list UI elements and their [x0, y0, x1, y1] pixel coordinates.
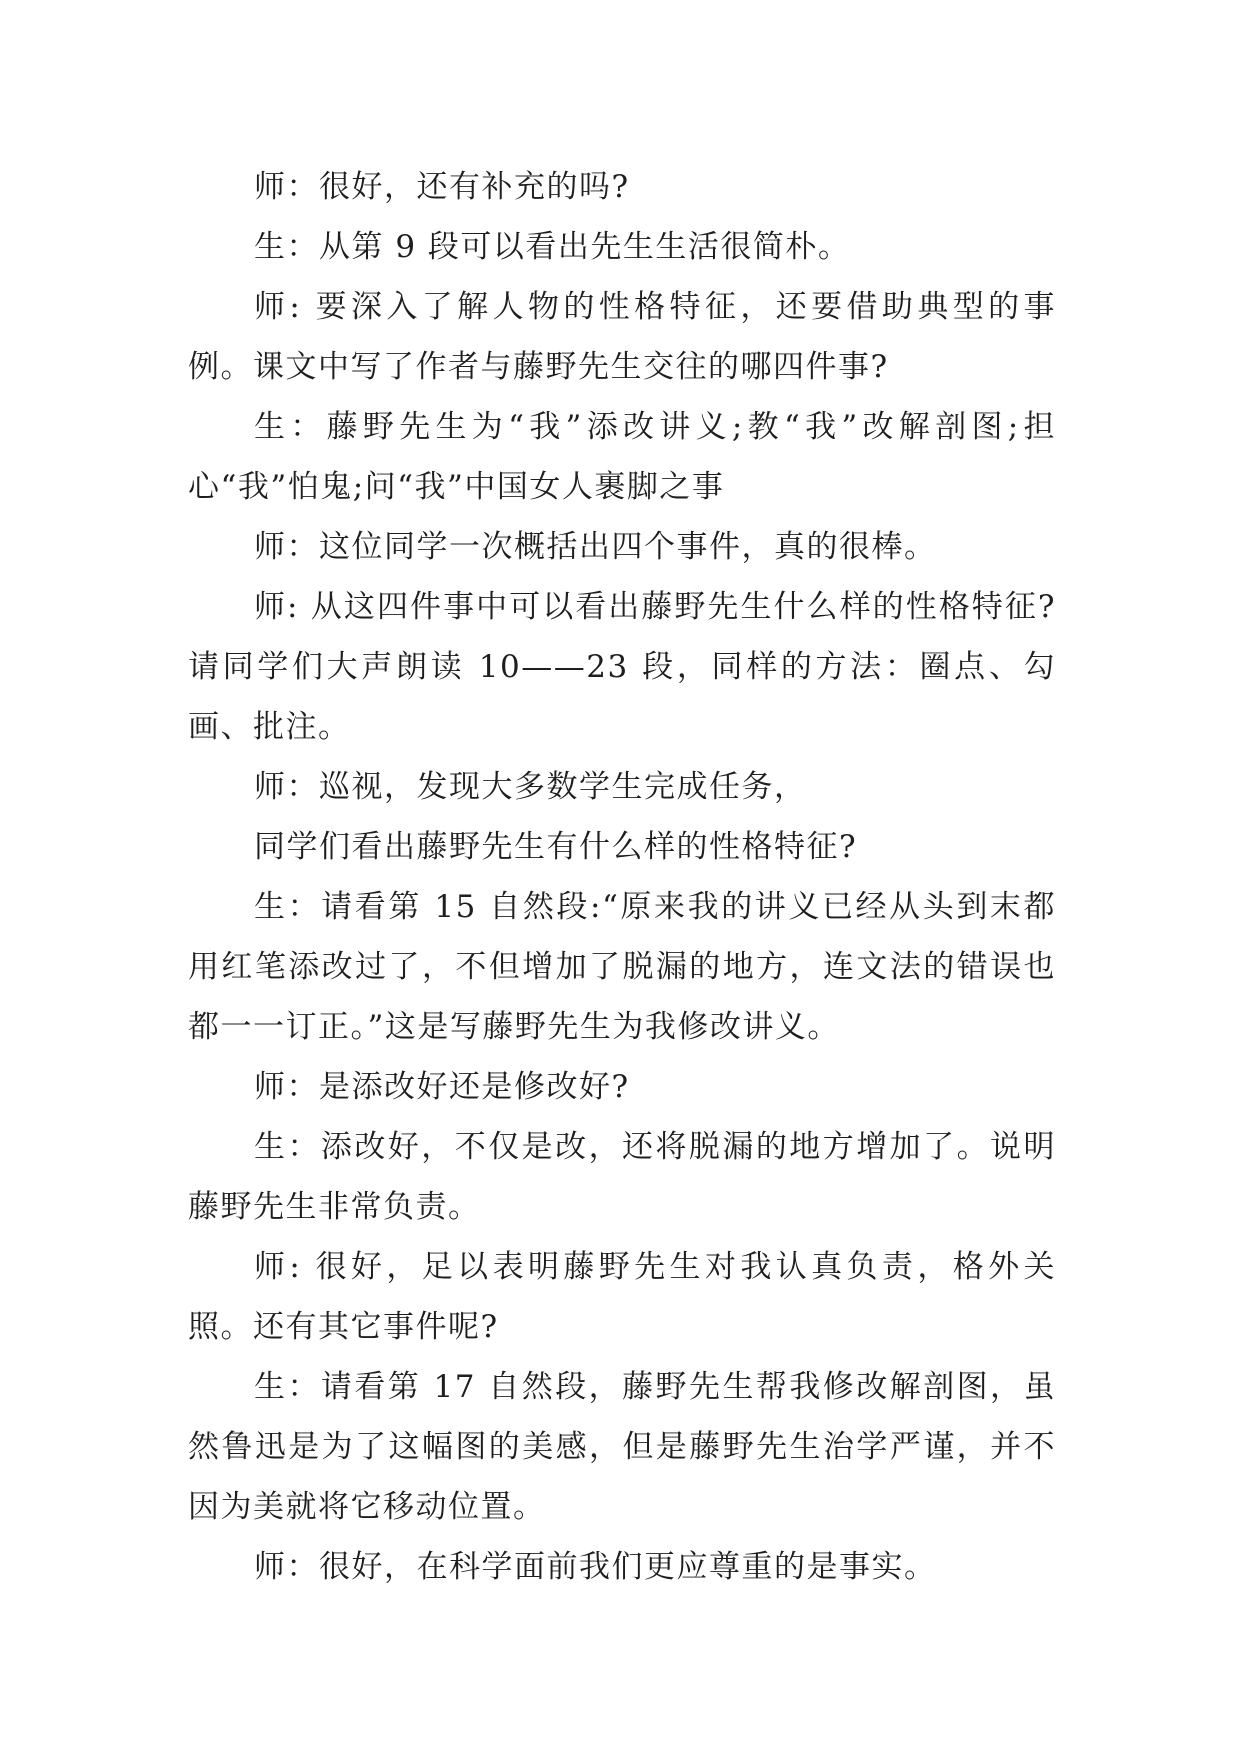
- paragraph: 师: 从这四件事中可以看出藤野先生什么样的性格特征?请同学们大声朗读 10——23 段，同样的方法：圈点、勾画、批注。: [188, 589, 1056, 745]
- paragraph: 师：很好，在科学面前我们更应尊重的是事实。: [254, 1549, 937, 1585]
- paragraph: 生：藤野先生为“我”添改讲义;教“我”改解剖图;担心“我”怕鬼;问“我”中国女人裹脚之事: [188, 409, 1056, 505]
- paragraph: 生：添改好，不仅是改，还将脱漏的地方增加了。说明藤野先生非常负责。: [188, 1129, 1056, 1225]
- paragraph: 师：是添改好还是修改好?: [254, 1069, 630, 1105]
- paragraph: 同学们看出藤野先生有什么样的性格特征?: [254, 829, 858, 865]
- paragraph: 师：这位同学一次概括出四个事件，真的很棒。: [254, 529, 937, 565]
- paragraph: 师: 要深入了解人物的性格特征，还要借助典型的事例。课文中写了作者与藤野先生交往的哪四件事?: [188, 289, 1056, 385]
- paragraph: 师：巡视，发现大多数学生完成任务，: [254, 769, 807, 805]
- document-body: [188, 157, 1056, 1597]
- paragraph: 生：请看第 15 自然段:“原来我的讲义已经从头到末都用红笔添改过了，不但增加了脱漏的地方，连文法的错误也都一一订正。”这是写藤野先生为我修改讲义。: [188, 889, 1056, 1045]
- paragraph: 师: 很好，足以表明藤野先生对我认真负责，格外关照。还有其它事件呢?: [188, 1249, 1056, 1345]
- paragraph: 生：从第 9 段可以看出先生生活很简朴。: [254, 229, 851, 265]
- paragraph: 师：很好，还有补充的吗?: [254, 169, 630, 205]
- paragraph: 生：请看第 17 自然段，藤野先生帮我修改解剖图，虽然鲁迅是为了这幅图的美感，但是藤野先生治学严谨，并不因为美就将它移动位置。: [188, 1369, 1056, 1525]
